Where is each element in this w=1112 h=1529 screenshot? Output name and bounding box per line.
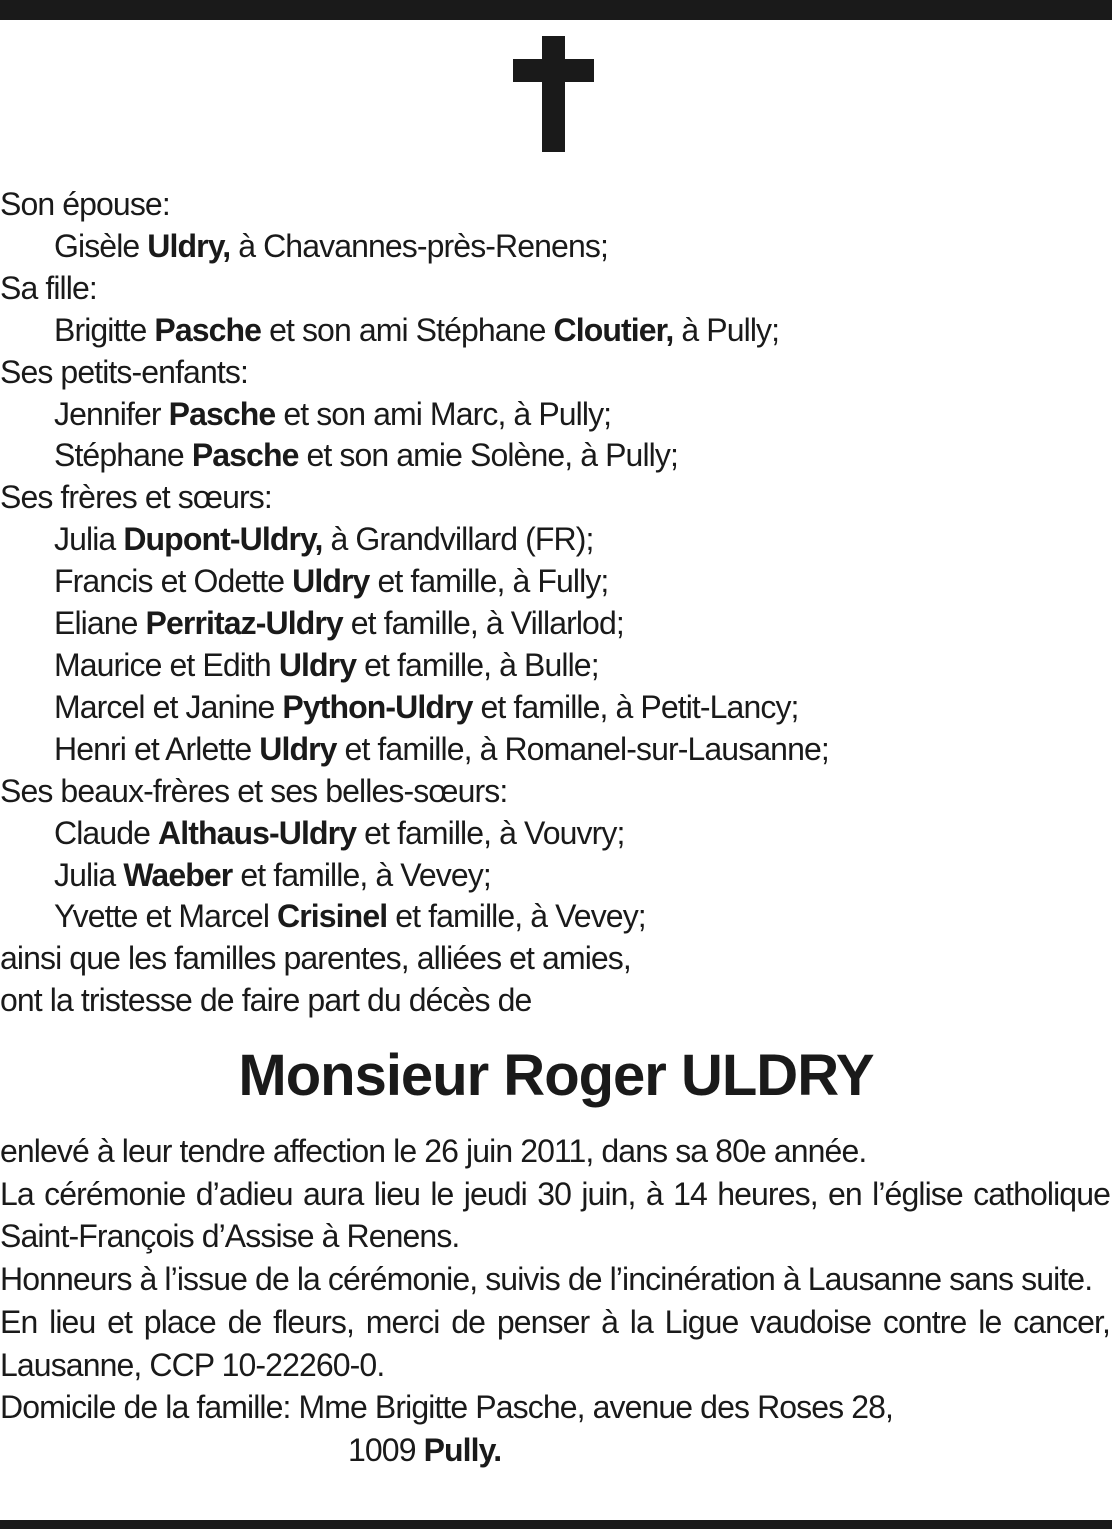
sibling-entry — [0, 687, 1110, 729]
residence: et famille, à Vouvry; — [356, 814, 625, 851]
family-notice — [0, 184, 1110, 1022]
given-name: Gisèle — [54, 227, 148, 264]
closing-line: ont la tristesse de faire part du décès de — [0, 982, 532, 1019]
residence: et famille, à Fully; — [369, 563, 609, 600]
residence: et famille, à Bulle; — [356, 646, 599, 683]
given-name: Eliane — [54, 605, 146, 642]
partner-text: et son ami Stéphane — [261, 311, 554, 348]
surname: Pasche — [154, 311, 262, 348]
residence: à Chavannes-près-Renens; — [230, 227, 608, 264]
cross-vertical-bar — [542, 36, 565, 152]
cross-icon — [513, 36, 594, 152]
given-name: Julia — [54, 521, 124, 558]
grandchild-entry — [0, 394, 1110, 436]
town: Pully. — [423, 1431, 502, 1468]
daughter-entry — [0, 310, 1110, 352]
residence: et famille, à Vevey; — [232, 856, 491, 893]
closing-line: ainsi que les familles parentes, alliées et amies, — [0, 940, 631, 977]
grandchildren-heading: Ses petits-enfants: — [0, 353, 248, 390]
domicile-postcode-line — [0, 1429, 1110, 1472]
surname: Crisinel — [277, 898, 388, 935]
surname: Perritaz-Uldry — [145, 605, 343, 642]
surname: Pasche — [168, 395, 276, 432]
spouse-entry — [0, 226, 1110, 268]
top-border-rule — [0, 0, 1112, 20]
surname: Dupont-Uldry, — [123, 521, 323, 558]
passing-date-line: enlevé à leur tendre affection le 26 juin 2011, dans sa 80e année. — [0, 1133, 867, 1169]
given-name: Jennifer — [54, 395, 169, 432]
given-name: Claude — [54, 814, 158, 851]
daughter-heading: Sa fille: — [0, 269, 97, 306]
given-name: Julia — [54, 856, 124, 893]
ceremony-paragraph: La cérémonie d’adieu aura lieu le jeudi 30 juin, à 14 heures, en l’église catholique Saint-François d’Assise à Renens. — [0, 1175, 1110, 1255]
surname: Uldry — [259, 730, 337, 767]
ceremony-details — [0, 1130, 1110, 1472]
partner-surname: Cloutier, — [553, 311, 674, 348]
inlaw-entry — [0, 896, 1110, 938]
spouse-heading: Son épouse: — [0, 186, 170, 222]
deceased-name: Monsieur Roger ULDRY — [238, 1043, 874, 1108]
honours-paragraph: Honneurs à l’issue de la cérémonie, suivis de l’incinération à Lausanne sans suite. — [0, 1261, 1093, 1298]
inlaws-heading: Ses beaux-frères et ses belles-sœurs: — [0, 772, 508, 809]
surname: Pasche — [191, 437, 299, 474]
surname: Uldry, — [147, 227, 231, 264]
given-name: Henri et Arlette — [54, 730, 260, 767]
sibling-entry — [0, 645, 1110, 687]
inlaw-entry — [0, 855, 1110, 897]
surname: Uldry — [292, 563, 370, 600]
surname: Waeber — [123, 856, 233, 893]
surname: Python-Uldry — [282, 688, 473, 725]
given-name: Brigitte — [54, 311, 155, 348]
sibling-entry — [0, 603, 1110, 645]
sibling-entry — [0, 561, 1110, 603]
residence: et famille, à Villarlod; — [342, 605, 624, 642]
residence: et famille, à Petit-Lancy; — [472, 688, 799, 725]
postcode: 1009 — [348, 1431, 424, 1468]
siblings-heading: Ses frères et sœurs: — [0, 479, 272, 516]
cross-horizontal-bar — [513, 59, 594, 82]
sibling-entry — [0, 519, 1110, 561]
inlaw-entry — [0, 813, 1110, 855]
given-name: Yvette et Marcel — [54, 898, 278, 935]
residence: et son ami Marc, à Pully; — [275, 395, 612, 432]
domicile-line: Domicile de la famille: Mme Brigitte Pasche, avenue des Roses 28, — [0, 1389, 894, 1426]
residence: et son amie Solène, à Pully; — [298, 437, 678, 474]
grandchild-entry — [0, 435, 1110, 477]
residence: et famille, à Romanel-sur-Lausanne; — [336, 730, 829, 767]
given-name: Stéphane — [54, 437, 192, 474]
given-name: Francis et Odette — [54, 563, 293, 600]
given-name: Maurice et Edith — [54, 646, 279, 683]
bottom-border-rule — [0, 1520, 1112, 1529]
surname: Uldry — [278, 646, 357, 683]
donation-paragraph: En lieu et place de fleurs, merci de penser à la Ligue vaudoise contre le cancer, Lausanne, CCP 10-22260-0. — [0, 1303, 1110, 1383]
given-name: Marcel et Janine — [54, 688, 283, 725]
residence: à Grandvillard (FR); — [322, 521, 594, 558]
residence: à Pully; — [673, 311, 780, 348]
sibling-entry — [0, 729, 1110, 771]
surname: Althaus-Uldry — [158, 814, 357, 851]
residence: et famille, à Vevey; — [387, 898, 646, 935]
